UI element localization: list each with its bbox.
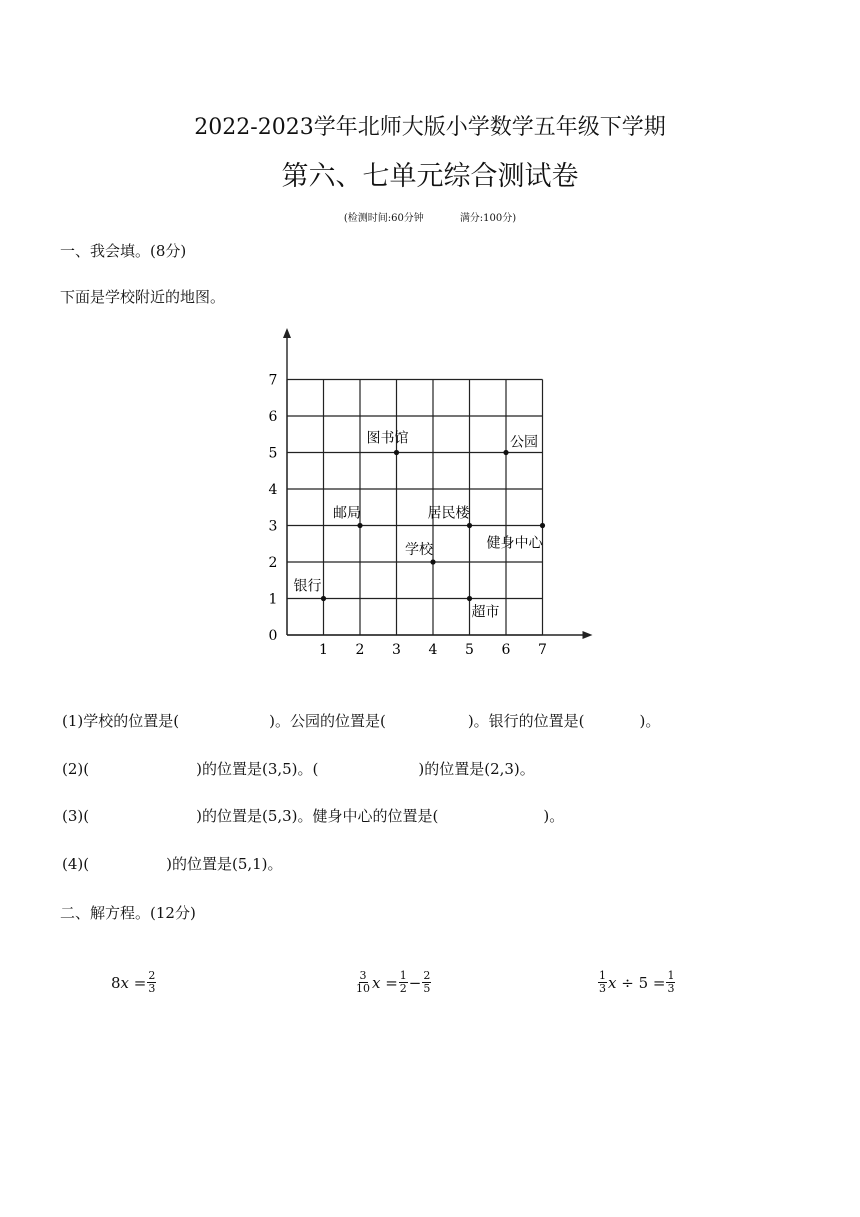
equation-3: $\frac{1}{3}$ 𝑥 ÷ 5 = $\frac{1}{3}$ xyxy=(599,969,675,995)
place-dot xyxy=(467,596,472,601)
fraction: $\frac{1}{2}$ xyxy=(399,969,407,995)
question-3: (3)( )的位置是(5,3)。健身中心的位置是( )。 xyxy=(62,807,565,825)
y-tick-label: 3 xyxy=(268,518,278,535)
fraction: $\frac{2}{5}$ xyxy=(423,969,431,995)
map-ticks xyxy=(269,373,547,659)
x-tick-label: 6 xyxy=(501,642,511,658)
place-dot xyxy=(503,450,508,455)
y-tick-label: 5 xyxy=(268,445,278,462)
title-line1: 2022-2023学年北师大版小学数学五年级下学期 xyxy=(194,115,666,140)
exam-meta xyxy=(0,209,860,224)
time-label: (检测时间:60分钟 xyxy=(343,213,424,224)
fraction: $\frac{1}{3}$ xyxy=(667,969,675,995)
y-tick-label: 4 xyxy=(268,482,278,498)
place-dot xyxy=(394,450,399,455)
place-label: 学校 xyxy=(405,542,433,558)
place-dot xyxy=(540,523,545,528)
section1-intro: 下面是学校附近的地图。 xyxy=(60,288,226,306)
place-label: 公园 xyxy=(510,434,538,451)
y-tick-label: 0 xyxy=(268,628,278,644)
question-1: (1)学校的位置是( )。公园的位置是( )。银行的位置是( )。 xyxy=(62,712,661,730)
y-tick-label: 7 xyxy=(268,372,278,389)
equation-2: $\frac{3}{10}$ 𝑥 = $\frac{1}{2}$ − $\frac{2}{5}$ xyxy=(356,969,431,995)
y-tick-label: 2 xyxy=(268,555,278,571)
fraction: $\frac{3}{10}$ xyxy=(356,969,370,995)
x-axis-arrow xyxy=(583,631,593,639)
y-tick-label: 6 xyxy=(268,409,278,425)
y-axis-arrow xyxy=(283,328,291,338)
score-label: 满分:100分) xyxy=(459,213,517,224)
section2-heading: 二、解方程。(12分) xyxy=(60,904,196,922)
equation-1: 8𝑥 = $\frac{2}{3}$ xyxy=(111,969,156,995)
title-line2: 第六、七单元综合测试卷 xyxy=(281,161,579,192)
section1-heading: 一、我会填。(8分) xyxy=(60,242,187,260)
place-label: 健身中心 xyxy=(486,535,543,552)
y-tick-label: 1 xyxy=(268,591,278,608)
place-dot xyxy=(467,523,472,528)
school-map xyxy=(255,325,600,660)
fraction: $\frac{1}{3}$ xyxy=(599,969,606,995)
x-tick-label: 7 xyxy=(538,642,547,658)
x-tick-label: 2 xyxy=(355,642,365,658)
fraction: $\frac{2}{3}$ xyxy=(148,969,156,995)
x-tick-label: 4 xyxy=(428,642,438,658)
place-label: 图书馆 xyxy=(366,430,409,447)
question-2: (2)( )的位置是(3,5)。( )的位置是(2,3)。 xyxy=(62,760,535,778)
place-label: 居民楼 xyxy=(427,505,470,522)
x-tick-label: 1 xyxy=(319,642,328,658)
place-label: 邮局 xyxy=(333,505,361,522)
place-label: 银行 xyxy=(293,578,322,595)
question-4: (4)( )的位置是(5,1)。 xyxy=(62,855,283,873)
x-tick-label: 5 xyxy=(465,642,474,658)
x-tick-label: 3 xyxy=(392,642,401,658)
place-dot xyxy=(430,559,435,564)
place-dot xyxy=(321,596,326,601)
place-dot xyxy=(357,523,362,528)
place-label: 超市 xyxy=(471,604,500,621)
map-axes xyxy=(283,328,593,639)
